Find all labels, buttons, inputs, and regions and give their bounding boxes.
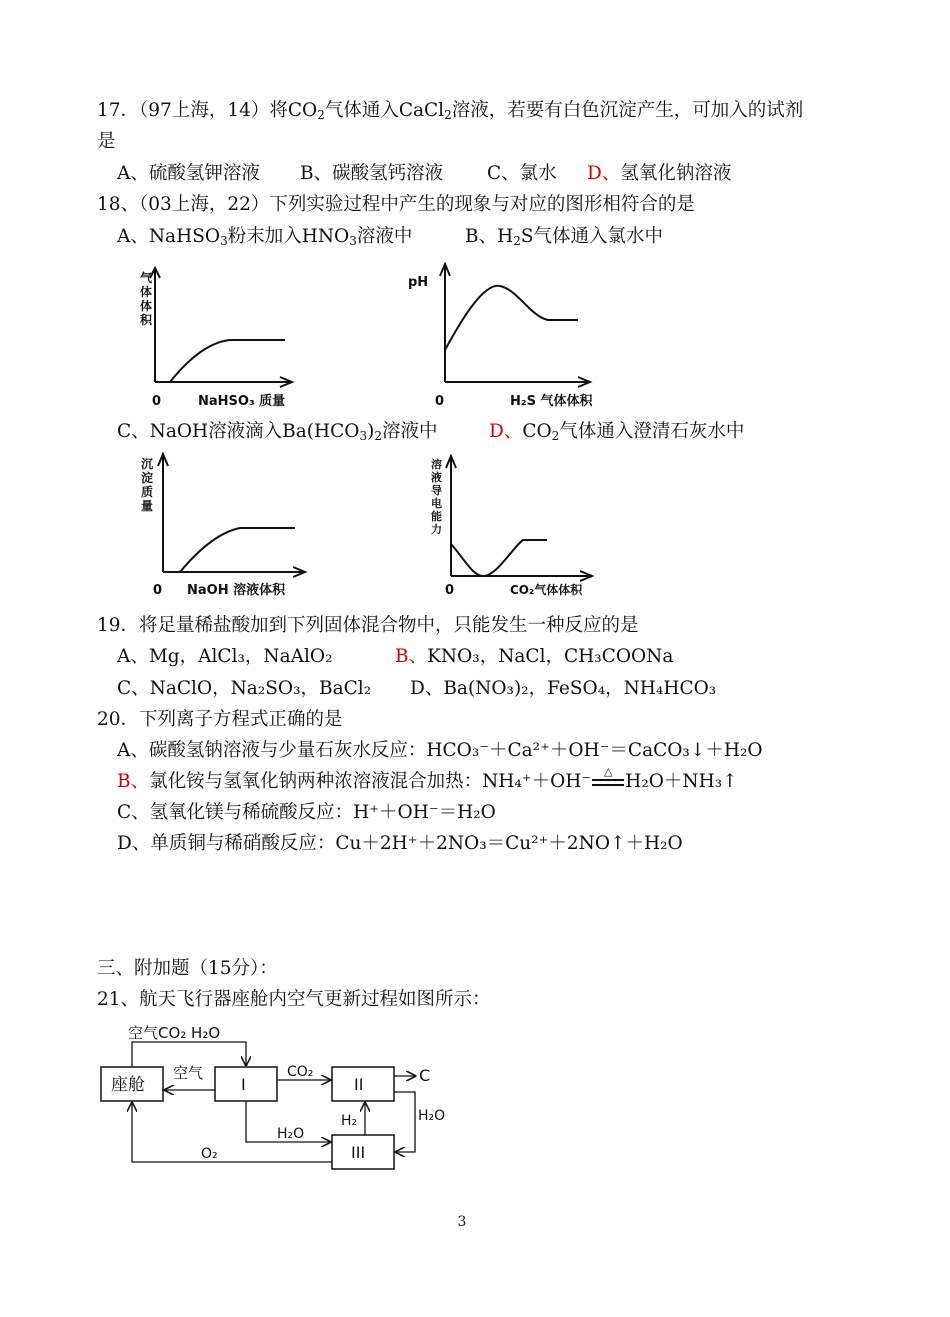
q17-option-a: A、硫酸氢钾溶液 bbox=[117, 163, 260, 184]
graph-d-ylabel-4: 电 bbox=[431, 497, 442, 510]
graph-a-ylabel-2: 体 bbox=[140, 285, 153, 299]
answer-mark: D、 bbox=[489, 421, 523, 442]
answer-mark: D、 bbox=[587, 163, 621, 184]
graph-a bbox=[130, 262, 305, 412]
box-1 bbox=[215, 1067, 277, 1101]
q18-option-c: C、NaOH溶液滴入$Ba(HCO_3)_2$溶液中 bbox=[117, 421, 438, 443]
box-1-label: I bbox=[241, 1075, 246, 1094]
graph-d-ylabel-2: 液 bbox=[431, 471, 442, 484]
graph-a-ylabel-3: 体 bbox=[140, 299, 153, 313]
graph-d-ylabel-5: 能 bbox=[431, 510, 442, 523]
graph-c-ylabel-1: 沉 bbox=[141, 457, 154, 471]
page-number: 3 bbox=[457, 1214, 467, 1230]
graph-c-ylabel-4: 量 bbox=[141, 499, 154, 513]
q19-option-d: D、Ba(NO₃)₂，FeSO₄，NH₄HCO₃ bbox=[410, 678, 717, 699]
air-renewal-diagram bbox=[95, 1020, 475, 1175]
graph-c-origin: 0 bbox=[153, 583, 163, 598]
c-label: C bbox=[419, 1066, 431, 1085]
graph-a-xlabel: NaHSO₃ 质量 bbox=[198, 394, 286, 409]
q18-stem: 18、（03上海，22）下列实验过程中产生的现象与对应的图形相符合的是 bbox=[97, 194, 695, 215]
q18-option-a: A、NaHSO$_3$粉末加入$HNO_3$溶液中 bbox=[117, 226, 413, 248]
graph-b-ylabel: pH bbox=[408, 275, 429, 290]
graph-c bbox=[135, 450, 310, 600]
graph-b-origin: 0 bbox=[435, 394, 445, 409]
graph-d bbox=[425, 452, 600, 602]
q21-stem: 21、航天飞行器座舱内空气更新过程如图所示： bbox=[97, 989, 491, 1010]
graph-b-xlabel: H₂S 气体体积 bbox=[510, 394, 593, 409]
q19-option-c: C、NaClO，Na₂SO₃，BaCl₂ bbox=[117, 678, 372, 699]
graph-c-ylabel-3: 质 bbox=[141, 485, 154, 499]
h2-label: H₂ bbox=[341, 1113, 358, 1129]
q20-option-a: A、碳酸氢钠溶液与少量石灰水反应：HCO₃⁻＋Ca²⁺＋OH⁻＝CaCO₃↓＋H₂O bbox=[117, 740, 763, 761]
q18-option-d: D、$CO_2$气体通入澄清石灰水中 bbox=[489, 421, 745, 443]
q17-option-c: C、氯水 bbox=[487, 163, 557, 184]
graph-d-ylabel-1: 溶 bbox=[431, 458, 442, 471]
graph-a-ylabel-4: 积 bbox=[140, 313, 153, 327]
graph-a-ylabel-1: 气 bbox=[140, 271, 153, 285]
graph-d-ylabel-6: 力 bbox=[431, 523, 442, 536]
graph-c-ylabel-2: 淀 bbox=[141, 471, 154, 485]
top-flow-label: 空气CO₂ H₂O bbox=[128, 1024, 221, 1042]
air-label: 空气 bbox=[173, 1064, 204, 1082]
answer-mark: B、 bbox=[117, 771, 150, 792]
o2-label: O₂ bbox=[201, 1146, 218, 1162]
box-2-label: II bbox=[354, 1075, 364, 1094]
q17-option-b: B、碳酸氢钙溶液 bbox=[300, 163, 444, 184]
co2-label: CO₂ bbox=[287, 1064, 314, 1080]
q18-option-b: B、$H_2S$气体通入氯水中 bbox=[465, 226, 664, 248]
graph-d-origin: 0 bbox=[445, 583, 455, 598]
heat-equals-sign: △ bbox=[591, 770, 625, 794]
q17-stem: 17．（97上海，14）将$CO_2$气体通入CaCl$_2$溶液，若要有白色沉淀产生，可加入的试剂 bbox=[97, 100, 804, 122]
q17-stem-cont: 是 bbox=[97, 131, 116, 152]
q20-option-d: D、单质铜与稀硝酸反应：Cu＋2H⁺＋2NO₃＝Cu²⁺＋2NO↑＋H₂O bbox=[117, 833, 683, 854]
graph-c-xlabel: NaOH 溶液体积 bbox=[187, 583, 286, 598]
graph-d-ylabel-3: 导 bbox=[431, 484, 442, 497]
cabin-label: 座舱 bbox=[111, 1075, 145, 1095]
q19-option-a: A、Mg，AlCl₃，NaAlO₂ bbox=[117, 646, 333, 667]
q20-stem: 20．下列离子方程式正确的是 bbox=[97, 709, 343, 730]
section-heading: 三、附加题（15分）： bbox=[97, 958, 278, 979]
box-3-label: III bbox=[351, 1143, 366, 1162]
q17-option-d: D、氢氧化钠溶液 bbox=[587, 163, 732, 184]
q19-option-b: B、KNO₃，NaCl，CH₃COONa bbox=[395, 646, 674, 667]
graph-b bbox=[400, 258, 600, 412]
h2o-mid-label: H₂O bbox=[277, 1126, 305, 1142]
graph-d-xlabel: CO₂气体体积 bbox=[510, 583, 583, 597]
h2o-right-label: H₂O bbox=[418, 1108, 446, 1124]
q20-option-b: B、氯化铵与氢氧化钠两种浓溶液混合加热：NH₄⁺＋OH⁻ △ H₂O＋NH₃↑ bbox=[117, 765, 738, 792]
q20-option-c: C、氢氧化镁与稀硫酸反应：H⁺＋OH⁻＝H₂O bbox=[117, 802, 496, 823]
graph-a-origin: 0 bbox=[152, 394, 162, 409]
answer-mark: B、 bbox=[395, 646, 428, 667]
q19-stem: 19．将足量稀盐酸加到下列固体混合物中，只能发生一种反应的是 bbox=[97, 615, 639, 636]
